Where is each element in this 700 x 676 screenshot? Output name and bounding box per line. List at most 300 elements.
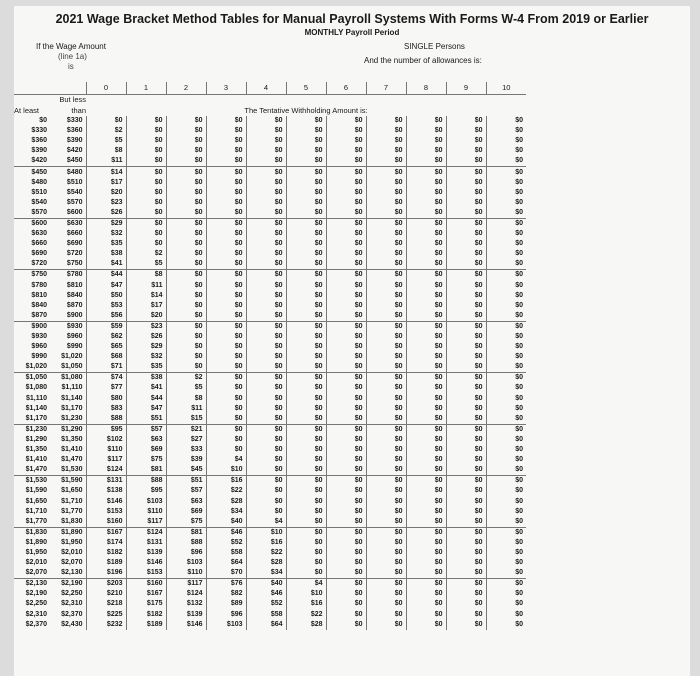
withholding-cell: $46 xyxy=(246,589,286,599)
but-less-cell: $1,230 xyxy=(61,414,83,422)
withholding-cell: $0 xyxy=(366,198,406,208)
withholding-cell: $38 xyxy=(86,249,126,259)
withholding-cell: $0 xyxy=(366,517,406,528)
page-title: 2021 Wage Bracket Method Tables for Manual Payroll Systems With Forms W-4 From 2019 or Earlier xyxy=(55,12,649,26)
table-row xyxy=(14,188,526,198)
allowance-column-header: 7 xyxy=(366,82,406,95)
withholding-cell: $0 xyxy=(326,229,366,239)
withholding-cell: $0 xyxy=(446,281,486,291)
withholding-cell: $11 xyxy=(166,404,206,414)
withholding-cell: $46 xyxy=(206,527,246,538)
withholding-cell: $0 xyxy=(206,424,246,435)
withholding-cell: $44 xyxy=(126,394,166,404)
but-less-cell: $1,650 xyxy=(61,487,83,495)
withholding-cell: $0 xyxy=(406,496,446,506)
table-row xyxy=(14,321,526,332)
withholding-cell: $0 xyxy=(486,321,526,332)
at-least-cell: $570 xyxy=(31,208,47,216)
at-least-cell: $840 xyxy=(31,301,47,309)
withholding-cell: $23 xyxy=(86,198,126,208)
withholding-cell: $76 xyxy=(206,579,246,590)
withholding-cell: $0 xyxy=(366,373,406,384)
withholding-cell: $0 xyxy=(366,208,406,219)
withholding-cell: $81 xyxy=(166,527,206,538)
withholding-cell: $41 xyxy=(86,259,126,270)
withholding-cell: $0 xyxy=(126,198,166,208)
withholding-cell: $74 xyxy=(86,373,126,384)
withholding-cell: $0 xyxy=(486,188,526,198)
withholding-cell: $0 xyxy=(366,620,406,630)
but-less-cell: $330 xyxy=(66,117,83,125)
but-less-cell: $390 xyxy=(66,137,83,145)
table-row xyxy=(14,332,526,342)
withholding-cell: $0 xyxy=(286,373,326,384)
withholding-cell: $63 xyxy=(126,435,166,445)
withholding-cell: $5 xyxy=(86,136,126,146)
withholding-cell: $0 xyxy=(246,311,286,322)
withholding-cell: $0 xyxy=(406,599,446,609)
withholding-cell: $0 xyxy=(366,116,406,126)
withholding-cell: $0 xyxy=(326,579,366,590)
withholding-cell: $56 xyxy=(86,311,126,322)
withholding-cell: $0 xyxy=(446,599,486,609)
withholding-cell: $0 xyxy=(446,538,486,548)
withholding-cell: $0 xyxy=(326,321,366,332)
withholding-cell: $0 xyxy=(246,435,286,445)
withholding-cell: $2 xyxy=(86,126,126,136)
withholding-cell: $0 xyxy=(366,136,406,146)
withholding-cell: $51 xyxy=(126,414,166,425)
withholding-cell: $0 xyxy=(166,291,206,301)
withholding-cell: $4 xyxy=(246,517,286,528)
column-label-row xyxy=(14,105,526,116)
withholding-cell: $0 xyxy=(246,136,286,146)
withholding-cell: $21 xyxy=(166,424,206,435)
withholding-cell: $0 xyxy=(486,208,526,219)
withholding-cell: $0 xyxy=(366,383,406,393)
table-row xyxy=(14,270,526,281)
withholding-cell: $35 xyxy=(126,362,166,373)
than-label: than xyxy=(71,105,86,115)
withholding-cell: $0 xyxy=(406,589,446,599)
withholding-cell: $0 xyxy=(326,394,366,404)
withholding-cell: $0 xyxy=(126,146,166,156)
wage-bracket-table xyxy=(14,82,526,630)
at-least-cell: $1,080 xyxy=(25,384,47,392)
withholding-cell: $0 xyxy=(246,239,286,249)
withholding-cell: $16 xyxy=(206,476,246,487)
withholding-cell: $0 xyxy=(286,167,326,178)
table-row xyxy=(14,599,526,609)
but-less-cell: $1,710 xyxy=(61,497,83,505)
but-less-cell: $1,530 xyxy=(61,466,83,474)
withholding-cell: $0 xyxy=(366,156,406,167)
but-less-cell: $690 xyxy=(66,240,83,248)
but-less-cell: $630 xyxy=(50,218,86,229)
withholding-cell: $0 xyxy=(366,589,406,599)
withholding-cell: $0 xyxy=(246,146,286,156)
withholding-cell: $0 xyxy=(246,156,286,167)
withholding-cell: $44 xyxy=(86,270,126,281)
withholding-cell: $0 xyxy=(486,538,526,548)
withholding-cell: $0 xyxy=(446,321,486,332)
withholding-cell: $40 xyxy=(246,579,286,590)
withholding-cell: $0 xyxy=(286,394,326,404)
withholding-cell: $0 xyxy=(326,116,366,126)
table-row xyxy=(14,281,526,291)
withholding-cell: $0 xyxy=(486,610,526,620)
withholding-cell: $0 xyxy=(446,116,486,126)
but-less-row xyxy=(14,95,526,106)
table-row xyxy=(14,579,526,590)
withholding-cell: $0 xyxy=(166,218,206,229)
withholding-cell: $0 xyxy=(446,517,486,528)
withholding-cell: $103 xyxy=(206,620,246,630)
allowance-column-header: 5 xyxy=(286,82,326,95)
withholding-cell: $0 xyxy=(286,362,326,373)
withholding-cell: $0 xyxy=(406,178,446,188)
but-less-cell: $1,020 xyxy=(61,353,83,361)
withholding-cell: $0 xyxy=(446,156,486,167)
withholding-cell: $29 xyxy=(86,218,126,229)
withholding-cell: $0 xyxy=(286,198,326,208)
at-least-cell: $1,710 xyxy=(25,507,47,515)
withholding-cell: $0 xyxy=(366,218,406,229)
table-body xyxy=(14,116,526,630)
withholding-cell: $51 xyxy=(166,476,206,487)
but-less-cell: $360 xyxy=(66,127,83,135)
withholding-cell: $0 xyxy=(366,435,406,445)
withholding-cell: $160 xyxy=(86,517,126,528)
allowance-column-header: 10 xyxy=(486,82,526,95)
withholding-cell: $110 xyxy=(166,568,206,579)
withholding-cell: $0 xyxy=(446,435,486,445)
withholding-cell: $210 xyxy=(86,589,126,599)
withholding-cell: $0 xyxy=(206,218,246,229)
withholding-cell: $0 xyxy=(326,126,366,136)
wage-amount-header: If the Wage Amount xyxy=(36,42,106,51)
withholding-cell: $0 xyxy=(446,620,486,630)
withholding-cell: $0 xyxy=(406,270,446,281)
table-row xyxy=(14,548,526,558)
withholding-cell: $0 xyxy=(406,188,446,198)
at-least-cell: $990 xyxy=(31,353,47,361)
withholding-cell: $16 xyxy=(246,538,286,548)
withholding-cell: $0 xyxy=(126,116,166,126)
withholding-cell: $0 xyxy=(326,548,366,558)
withholding-cell: $0 xyxy=(366,146,406,156)
is-label: is xyxy=(68,62,74,71)
table-row xyxy=(14,414,526,425)
withholding-cell: $0 xyxy=(286,414,326,425)
at-least-cell: $1,890 xyxy=(25,538,47,546)
withholding-cell: $0 xyxy=(406,538,446,548)
withholding-cell: $0 xyxy=(326,270,366,281)
withholding-cell: $196 xyxy=(86,568,126,579)
withholding-cell: $0 xyxy=(326,507,366,517)
withholding-cell: $146 xyxy=(86,496,126,506)
but-less-cell: $540 xyxy=(66,188,83,196)
withholding-cell: $2 xyxy=(166,373,206,384)
withholding-cell: $0 xyxy=(246,229,286,239)
tentative-withholding-label: The Tentative Withholding Amount is: xyxy=(244,105,368,115)
withholding-cell: $0 xyxy=(326,599,366,609)
withholding-cell: $0 xyxy=(206,126,246,136)
withholding-cell: $0 xyxy=(406,362,446,373)
but-less-cell: $1,350 xyxy=(61,435,83,443)
but-less-cell: $750 xyxy=(66,260,83,268)
withholding-cell: $35 xyxy=(86,239,126,249)
but-less-cell: $2,430 xyxy=(61,620,83,628)
withholding-cell: $0 xyxy=(446,198,486,208)
withholding-cell: $0 xyxy=(206,394,246,404)
withholding-cell: $0 xyxy=(486,126,526,136)
withholding-cell: $0 xyxy=(246,373,286,384)
table-row xyxy=(14,218,526,229)
line-note: (line 1a) xyxy=(58,52,87,61)
withholding-cell: $0 xyxy=(446,558,486,568)
table-row xyxy=(14,383,526,393)
withholding-cell: $75 xyxy=(126,455,166,465)
withholding-cell: $82 xyxy=(206,589,246,599)
withholding-cell: $0 xyxy=(406,383,446,393)
withholding-cell: $38 xyxy=(126,373,166,384)
withholding-cell: $0 xyxy=(366,311,406,322)
withholding-cell: $0 xyxy=(366,301,406,311)
at-least-cell: $1,470 xyxy=(25,466,47,474)
at-least-cell: $900 xyxy=(14,321,50,332)
withholding-cell: $0 xyxy=(326,568,366,579)
withholding-cell: $47 xyxy=(126,404,166,414)
withholding-cell: $0 xyxy=(366,239,406,249)
withholding-cell: $0 xyxy=(326,218,366,229)
withholding-cell: $0 xyxy=(246,188,286,198)
withholding-cell: $4 xyxy=(206,455,246,465)
withholding-cell: $0 xyxy=(366,445,406,455)
withholding-cell: $70 xyxy=(206,568,246,579)
withholding-cell: $0 xyxy=(286,178,326,188)
withholding-cell: $0 xyxy=(486,404,526,414)
but-less-cell: $1,470 xyxy=(61,456,83,464)
withholding-cell: $0 xyxy=(246,507,286,517)
withholding-cell: $0 xyxy=(246,332,286,342)
withholding-cell: $71 xyxy=(86,362,126,373)
at-least-label: At least xyxy=(14,105,40,115)
withholding-cell: $0 xyxy=(446,270,486,281)
withholding-cell: $69 xyxy=(126,445,166,455)
table-row xyxy=(14,167,526,178)
withholding-cell: $0 xyxy=(366,126,406,136)
withholding-cell: $0 xyxy=(286,548,326,558)
withholding-cell: $10 xyxy=(206,465,246,476)
withholding-cell: $22 xyxy=(246,548,286,558)
table-row xyxy=(14,301,526,311)
withholding-cell: $0 xyxy=(446,178,486,188)
but-less-cell: $1,830 xyxy=(61,517,83,525)
withholding-cell: $153 xyxy=(126,568,166,579)
withholding-cell: $0 xyxy=(406,156,446,167)
withholding-cell: $174 xyxy=(86,538,126,548)
but-less-cell: $780 xyxy=(50,270,86,281)
withholding-cell: $0 xyxy=(486,527,526,538)
withholding-cell: $0 xyxy=(246,455,286,465)
withholding-cell: $0 xyxy=(286,424,326,435)
but-less-cell: $1,290 xyxy=(50,424,86,435)
at-least-cell: $1,950 xyxy=(25,548,47,556)
withholding-cell: $189 xyxy=(86,558,126,568)
withholding-cell: $0 xyxy=(366,259,406,270)
withholding-cell: $0 xyxy=(366,424,406,435)
withholding-cell: $0 xyxy=(326,291,366,301)
withholding-cell: $0 xyxy=(406,321,446,332)
allowances-header: And the number of allowances is: xyxy=(364,56,482,65)
withholding-cell: $0 xyxy=(166,321,206,332)
but-less-cell: $990 xyxy=(66,343,83,351)
withholding-cell: $0 xyxy=(326,383,366,393)
withholding-cell: $0 xyxy=(166,167,206,178)
withholding-cell: $0 xyxy=(286,558,326,568)
withholding-cell: $0 xyxy=(206,435,246,445)
withholding-cell: $0 xyxy=(326,178,366,188)
withholding-cell: $0 xyxy=(486,342,526,352)
withholding-cell: $0 xyxy=(486,249,526,259)
withholding-cell: $0 xyxy=(446,455,486,465)
withholding-cell: $0 xyxy=(406,476,446,487)
withholding-cell: $0 xyxy=(366,321,406,332)
withholding-cell: $0 xyxy=(366,496,406,506)
withholding-cell: $0 xyxy=(326,455,366,465)
but-less-cell: $1,590 xyxy=(50,476,86,487)
withholding-cell: $0 xyxy=(326,414,366,425)
withholding-cell: $0 xyxy=(286,259,326,270)
withholding-cell: $0 xyxy=(326,486,366,496)
withholding-cell: $182 xyxy=(126,610,166,620)
withholding-cell: $0 xyxy=(166,178,206,188)
withholding-cell: $0 xyxy=(366,342,406,352)
withholding-cell: $0 xyxy=(286,249,326,259)
withholding-cell: $0 xyxy=(206,136,246,146)
withholding-cell: $0 xyxy=(326,136,366,146)
withholding-cell: $0 xyxy=(406,548,446,558)
at-least-cell: $330 xyxy=(31,127,47,135)
withholding-cell: $77 xyxy=(86,383,126,393)
withholding-cell: $0 xyxy=(206,352,246,362)
but-less-cell: $810 xyxy=(66,281,83,289)
at-least-cell: $780 xyxy=(31,281,47,289)
withholding-cell: $0 xyxy=(486,414,526,425)
withholding-cell: $28 xyxy=(246,558,286,568)
withholding-cell: $0 xyxy=(286,301,326,311)
withholding-cell: $0 xyxy=(486,589,526,599)
withholding-cell: $0 xyxy=(206,198,246,208)
withholding-cell: $0 xyxy=(486,178,526,188)
withholding-cell: $0 xyxy=(446,218,486,229)
at-least-cell: $2,130 xyxy=(14,579,50,590)
withholding-cell: $0 xyxy=(166,136,206,146)
withholding-cell: $0 xyxy=(286,538,326,548)
withholding-cell: $96 xyxy=(166,548,206,558)
withholding-cell: $0 xyxy=(166,239,206,249)
withholding-cell: $0 xyxy=(406,620,446,630)
withholding-cell: $0 xyxy=(406,527,446,538)
withholding-cell: $102 xyxy=(86,435,126,445)
withholding-cell: $0 xyxy=(446,239,486,249)
withholding-cell: $0 xyxy=(366,455,406,465)
withholding-cell: $0 xyxy=(166,198,206,208)
withholding-cell: $50 xyxy=(86,291,126,301)
table-row xyxy=(14,476,526,487)
withholding-cell: $0 xyxy=(326,332,366,342)
withholding-cell: $0 xyxy=(366,599,406,609)
withholding-cell: $131 xyxy=(126,538,166,548)
withholding-cell: $0 xyxy=(206,445,246,455)
withholding-cell: $0 xyxy=(486,229,526,239)
withholding-cell: $0 xyxy=(326,352,366,362)
withholding-cell: $146 xyxy=(166,620,206,630)
withholding-cell: $0 xyxy=(206,321,246,332)
withholding-cell: $16 xyxy=(286,599,326,609)
withholding-cell: $11 xyxy=(86,156,126,167)
withholding-cell: $0 xyxy=(326,496,366,506)
table-row xyxy=(14,620,526,630)
withholding-cell: $88 xyxy=(86,414,126,425)
withholding-cell: $0 xyxy=(246,424,286,435)
withholding-cell: $167 xyxy=(86,527,126,538)
withholding-cell: $0 xyxy=(446,486,486,496)
withholding-cell: $39 xyxy=(166,455,206,465)
at-least-cell: $750 xyxy=(14,270,50,281)
but-less-cell: $720 xyxy=(66,250,83,258)
at-least-cell: $1,770 xyxy=(25,517,47,525)
withholding-cell: $0 xyxy=(206,404,246,414)
table-row xyxy=(14,589,526,599)
withholding-cell: $0 xyxy=(326,301,366,311)
at-least-cell: $960 xyxy=(31,343,47,351)
withholding-cell: $0 xyxy=(246,218,286,229)
withholding-cell: $0 xyxy=(446,352,486,362)
withholding-cell: $26 xyxy=(86,208,126,219)
withholding-cell: $0 xyxy=(486,424,526,435)
withholding-cell: $0 xyxy=(446,301,486,311)
withholding-cell: $0 xyxy=(406,167,446,178)
withholding-cell: $58 xyxy=(206,548,246,558)
withholding-cell: $0 xyxy=(486,507,526,517)
withholding-cell: $0 xyxy=(286,507,326,517)
withholding-cell: $0 xyxy=(326,610,366,620)
at-least-cell: $1,290 xyxy=(25,435,47,443)
but-less-cell: $2,370 xyxy=(61,610,83,618)
withholding-cell: $0 xyxy=(446,362,486,373)
withholding-cell: $0 xyxy=(326,167,366,178)
withholding-cell: $0 xyxy=(406,146,446,156)
but-less-cell: $1,080 xyxy=(50,373,86,384)
table-row xyxy=(14,465,526,476)
at-least-cell: $1,170 xyxy=(25,414,47,422)
table-row xyxy=(14,435,526,445)
withholding-cell: $14 xyxy=(86,167,126,178)
at-least-cell: $1,140 xyxy=(25,404,47,412)
at-least-cell: $390 xyxy=(31,147,47,155)
allowance-number-row xyxy=(14,82,526,95)
withholding-cell: $0 xyxy=(446,291,486,301)
withholding-cell: $89 xyxy=(206,599,246,609)
withholding-cell: $0 xyxy=(246,476,286,487)
withholding-cell: $58 xyxy=(246,610,286,620)
withholding-cell: $0 xyxy=(366,188,406,198)
withholding-cell: $0 xyxy=(326,589,366,599)
withholding-cell: $0 xyxy=(406,332,446,342)
withholding-cell: $0 xyxy=(166,259,206,270)
